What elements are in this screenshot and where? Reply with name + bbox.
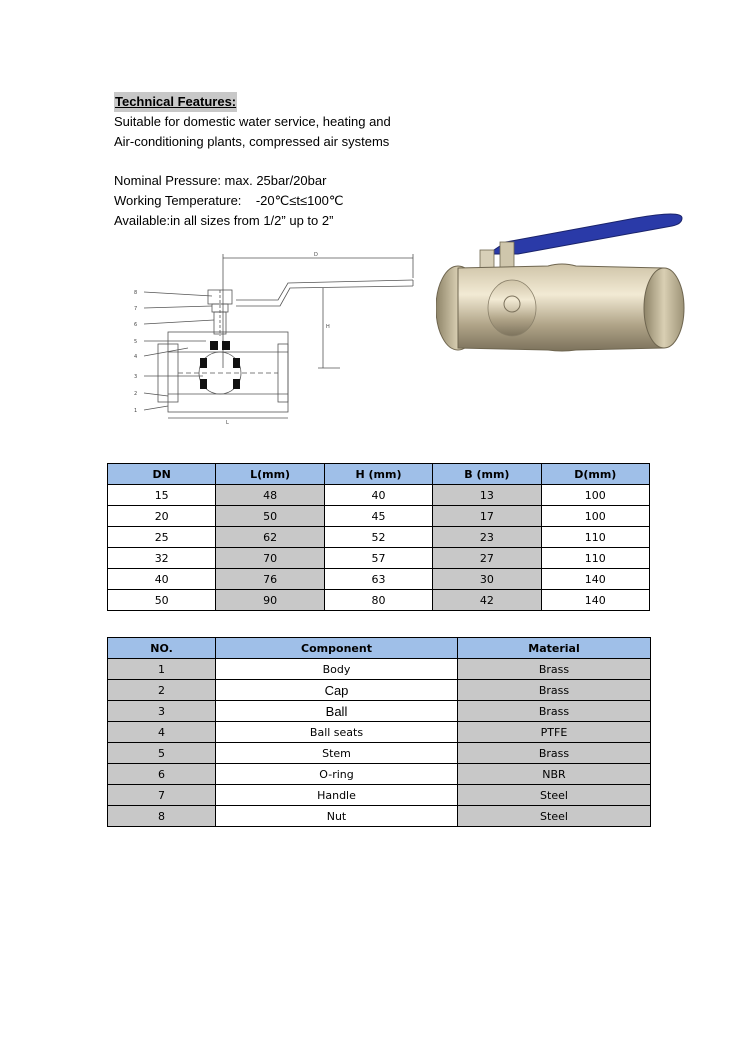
table-row [108,680,651,701]
table-row [108,590,650,611]
table-cell: 8 [108,806,216,827]
table-cell: 13 [433,485,541,506]
table-cell: 50 [108,590,216,611]
table-cell: 40 [324,485,432,506]
drawing-label-2: 2 [134,391,138,397]
features-heading: Technical Features: [114,92,237,112]
drawing-label-1: 1 [134,408,138,414]
table-row [108,548,650,569]
table-cell: 7 [108,785,216,806]
table-cell: 52 [324,527,432,548]
components-table [107,637,651,827]
table-cell: Ball [216,701,458,722]
table-row [108,527,650,548]
table-cell: 40 [108,569,216,590]
valve-cross-section-drawing [128,248,418,426]
table-cell: PTFE [458,722,651,743]
available-sizes: Available:in all sizes from 1/2” up to 2” [114,213,334,228]
table-cell: 4 [108,722,216,743]
dim-header-h: H (mm) [324,464,432,485]
table-cell: 5 [108,743,216,764]
parts-header-component: Component [216,638,458,659]
dim-header-d: D(mm) [541,464,649,485]
features-line-2: Air-conditioning plants, compressed air systems [114,134,390,149]
table-cell: Brass [458,743,651,764]
components-header-row [108,638,651,659]
features-line-1: Suitable for domestic water service, heating and [114,114,391,129]
drawing-label-6: 6 [134,322,138,328]
table-cell: 110 [541,527,649,548]
drawing-label-8: 8 [134,290,138,296]
table-cell: 45 [324,506,432,527]
table-cell: Ball seats [216,722,458,743]
parts-header-material: Material [458,638,651,659]
drawing-dim-d: D [314,252,318,258]
parts-header-no: NO. [108,638,216,659]
table-cell: 1 [108,659,216,680]
table-cell: 23 [433,527,541,548]
table-cell: Stem [216,743,458,764]
drawing-dim-l: L [226,420,229,426]
table-cell: Nut [216,806,458,827]
table-cell: 20 [108,506,216,527]
table-cell: 3 [108,701,216,722]
working-temperature: Working Temperature: -20℃≤t≤100℃ [114,193,344,208]
table-cell: 100 [541,485,649,506]
table-cell: 25 [108,527,216,548]
table-cell: 100 [541,506,649,527]
table-cell: 48 [216,485,324,506]
table-cell: 50 [216,506,324,527]
table-cell: O-ring [216,764,458,785]
dim-header-dn: DN [108,464,216,485]
table-cell: Brass [458,701,651,722]
nominal-pressure: Nominal Pressure: max. 25bar/20bar [114,173,327,188]
table-row [108,506,650,527]
table-cell: 90 [216,590,324,611]
table-row [108,659,651,680]
table-cell: Brass [458,659,651,680]
table-cell: 140 [541,590,649,611]
table-cell: 27 [433,548,541,569]
table-row [108,722,651,743]
table-cell: 76 [216,569,324,590]
dimensions-table [107,463,650,611]
dim-header-l: L(mm) [216,464,324,485]
drawing-label-3: 3 [134,374,138,380]
drawing-label-4: 4 [134,354,138,360]
table-cell: 57 [324,548,432,569]
table-cell: 2 [108,680,216,701]
drawing-dim-h: H [326,324,330,330]
table-cell: NBR [458,764,651,785]
table-cell: Body [216,659,458,680]
drawing-label-7: 7 [134,306,138,312]
drawing-label-5: 5 [134,339,138,345]
table-cell: 6 [108,764,216,785]
dimensions-header-row [108,464,650,485]
table-cell: 32 [108,548,216,569]
ball-valve-photo [436,206,686,352]
table-cell: Cap [216,680,458,701]
table-row [108,764,651,785]
table-cell: 62 [216,527,324,548]
table-cell: Steel [458,806,651,827]
table-cell: Handle [216,785,458,806]
table-cell: 17 [433,506,541,527]
table-row [108,806,651,827]
table-row [108,569,650,590]
technical-features [114,92,391,231]
table-cell: 15 [108,485,216,506]
table-cell: Steel [458,785,651,806]
dim-header-b: B (mm) [433,464,541,485]
table-cell: 80 [324,590,432,611]
table-cell: Brass [458,680,651,701]
table-cell: 42 [433,590,541,611]
table-row [108,785,651,806]
table-cell: 63 [324,569,432,590]
table-cell: 110 [541,548,649,569]
table-cell: 140 [541,569,649,590]
table-cell: 70 [216,548,324,569]
table-cell: 30 [433,569,541,590]
table-row [108,701,651,722]
table-row [108,743,651,764]
table-row [108,485,650,506]
